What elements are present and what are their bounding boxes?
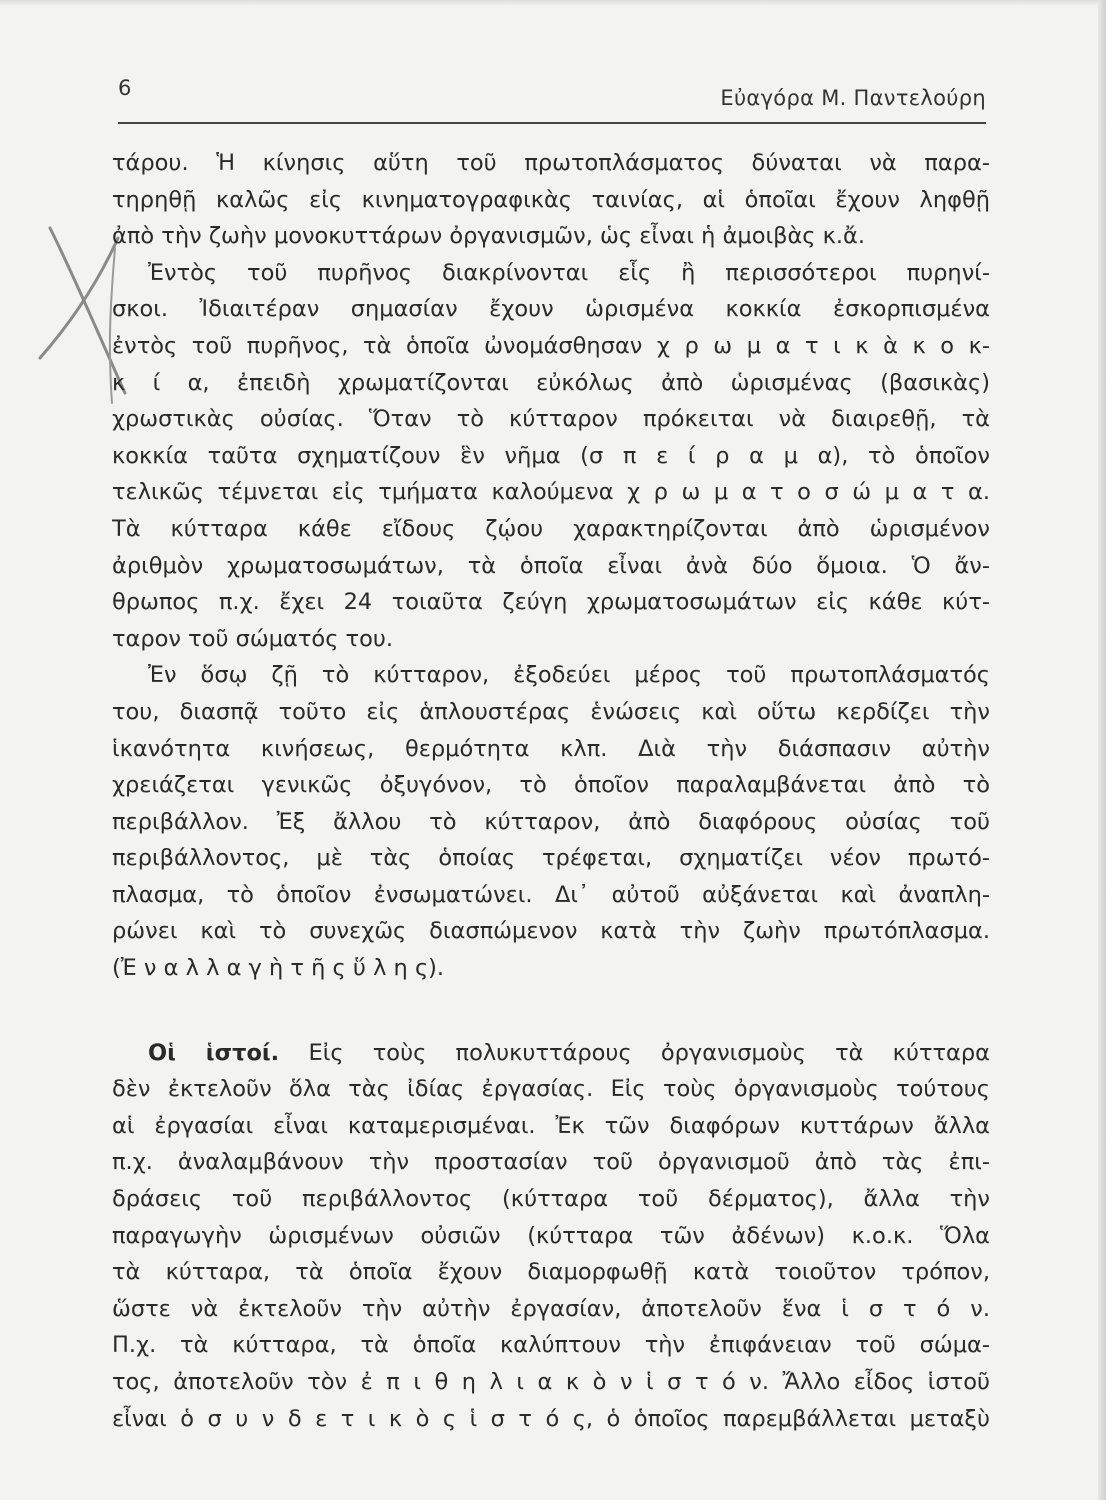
text-line: τὰ κύτταρα, τὰ ὁποῖα ἔχουν διαμορφωθῇ κατὰ τοιοῦτον τρόπον, bbox=[112, 1259, 990, 1286]
text-line: ἀριθμὸν χρωματοσωμάτων, τὰ ὁποῖα εἶναι ἀνὰ δύο ὅμοια. Ὁ ἄν- bbox=[112, 552, 990, 579]
text-line: ἀπὸ τὴν ζωὴν μονοκυττάρων ὀργανισμῶν, ὡς εἶναι ἡ ἀμοιβὰς κ.ἄ. bbox=[112, 223, 866, 250]
text-line: τάρου. Ἡ κίνησις αὕτη τοῦ πρωτοπλάσματος δύναται νὰ παρα- bbox=[112, 150, 990, 176]
text-line: ταρον τοῦ σώματός του. bbox=[112, 625, 394, 652]
text-line: π.χ. ἀναλαμβάνουν τὴν προστασίαν τοῦ ὀργανισμοῦ ἀπὸ τὰς ἐπι- bbox=[112, 1149, 990, 1176]
page-number: 6 bbox=[118, 76, 132, 100]
text-line bbox=[112, 1035, 990, 1072]
body-text bbox=[112, 145, 990, 1437]
text-line: ἱκανότητα κινήσεως, θερμότητα κλπ. Διὰ τὴν διάσπασιν αὐτὴν bbox=[112, 735, 990, 762]
text-line: εἶναι ὁ σ υ ν δ ε τ ι κ ὸ ς ἱ σ τ ό ς, ὁ ὁποῖος παρεμβάλλεται μεταξὺ bbox=[112, 1405, 990, 1432]
text-line: Τὰ κύτταρα κάθε εἴδους ζῴου χαρακτηρίζονται ἀπὸ ὡρισμένον bbox=[112, 515, 990, 542]
text-line: Π.χ. τὰ κύτταρα, τὰ ὁποῖα καλύπτουν τὴν ἐπιφάνειαν τοῦ σώμα- bbox=[112, 1332, 990, 1359]
text-line: του, διασπᾷ τοῦτο εἰς ἁπλουστέρας ἑνώσεις καὶ οὕτω κερδίζει τὴν bbox=[112, 698, 990, 725]
section-gap bbox=[112, 987, 990, 1035]
text-line: περιβάλλοντος, μὲ τὰς ὁποίας τρέφεται, σχηματίζει νέον πρωτό- bbox=[112, 845, 990, 872]
page-right-edge bbox=[1098, 0, 1106, 1500]
text-line: πλασμα, τὸ ὁποῖον ἐνσωματώνει. Δι᾽ αὐτοῦ αὐξάνεται καὶ ἀναπλη- bbox=[112, 881, 990, 908]
text-line: περιβάλλον. Ἐξ ἄλλου τὸ κύτταρον, ἀπὸ διαφόρους οὐσίας τοῦ bbox=[112, 808, 990, 835]
text-line: χρωστικὰς οὐσίας. Ὅταν τὸ κύτταρον πρόκειται νὰ διαιρεθῇ, τὰ bbox=[112, 406, 990, 433]
text-line: κοκκία ταῦτα σχηματίζουν ἓν νῆμα (σ π ε ί ρ α μ α), τὸ ὁποῖον bbox=[112, 442, 990, 469]
text-line: (Ἐ ν α λ λ α γ ὴ τ ῆ ς ὕ λ η ς). bbox=[112, 955, 445, 982]
running-head: Εὐαγόρα Μ. Παντελούρη bbox=[720, 86, 986, 110]
text-line: τος, ἀποτελοῦν τὸν ἐ π ι θ η λ ι α κ ὸ ν ἱ σ τ ό ν. Ἄλλο εἶδος ἱστοῦ bbox=[112, 1369, 990, 1395]
text-line: παραγωγὴν ὡρισμένων οὐσιῶν (κύτταρα τῶν ἀδένων) κ.ο.κ. Ὅλα bbox=[112, 1222, 990, 1249]
text-line: δράσεις τοῦ περιβάλλοντος (κύτταρα τοῦ δέρματος), ἄλλα τὴν bbox=[112, 1186, 990, 1213]
text-line: σκοι. Ἰδιαιτέραν σημασίαν ἔχουν ὡρισμένα κοκκία ἐσκορπισμένα bbox=[112, 296, 990, 323]
text-line: χρειάζεται γενικῶς ὀξυγόνον, τὸ ὁποῖον παραλαμβάνεται ἀπὸ τὸ bbox=[112, 772, 990, 799]
header-rule bbox=[118, 122, 986, 124]
text-line: Ἐντὸς τοῦ πυρῆνος διακρίνονται εἷς ἢ περισσότεροι πυρηνί- bbox=[148, 259, 990, 286]
text-line: δὲν ἐκτελοῦν ὅλα τὰς ἰδίας ἐργασίας. Εἰς τοὺς ὀργανισμοὺς τούτους bbox=[112, 1076, 990, 1103]
page-header bbox=[118, 72, 986, 124]
text-line: ἐντὸς τοῦ πυρῆνος, τὰ ὁποῖα ὠνομάσθησαν χ ρ ω μ α τ ι κ ὰ κ ο κ- bbox=[112, 332, 990, 359]
page-top-edge bbox=[0, 0, 1106, 6]
text-line-rest: Εἰς τοὺς πολυκυττάρους ὀργανισμοὺς τὰ κύτταρα bbox=[308, 1039, 990, 1066]
text-line: τηρηθῇ καλῶς εἰς κινηματογραφικὰς ταινίας, αἱ ὁποῖαι ἔχουν ληφθῇ bbox=[112, 186, 990, 213]
text-line: Ἐν ὅσῳ ζῇ τὸ κύτταρον, ἐξοδεύει μέρος τοῦ πρωτοπλάσματός bbox=[148, 662, 990, 689]
text-line: τελικῶς τέμνεται εἰς τμήματα καλούμενα χ ρ ω μ α τ ο σ ώ μ α τ α. bbox=[112, 479, 990, 506]
text-line: ρώνει καὶ τὸ συνεχῶς διασπώμενον κατὰ τὴν ζωὴν πρωτόπλασμα. bbox=[112, 918, 990, 945]
text-line: ὥστε νὰ ἐκτελοῦν τὴν αὐτὴν ἐργασίαν, ἀποτελοῦν ἕνα ἱ σ τ ό ν. bbox=[112, 1295, 990, 1322]
text-line: κ ί α, ἐπειδὴ χρωματίζονται εὐκόλως ἀπὸ ὡρισμένας (βασικὰς) bbox=[112, 369, 990, 396]
text-line: θρωπος π.χ. ἔχει 24 τοιαῦτα ζεύγη χρωματοσωμάτων εἰς κάθε κύτ- bbox=[112, 589, 990, 616]
text-line: αἱ ἐργασίαι εἶναι καταμερισμέναι. Ἐκ τῶν διαφόρων κυττάρων ἄλλα bbox=[112, 1112, 990, 1139]
section-heading: Οἱ ἱστοί. bbox=[148, 1039, 280, 1066]
